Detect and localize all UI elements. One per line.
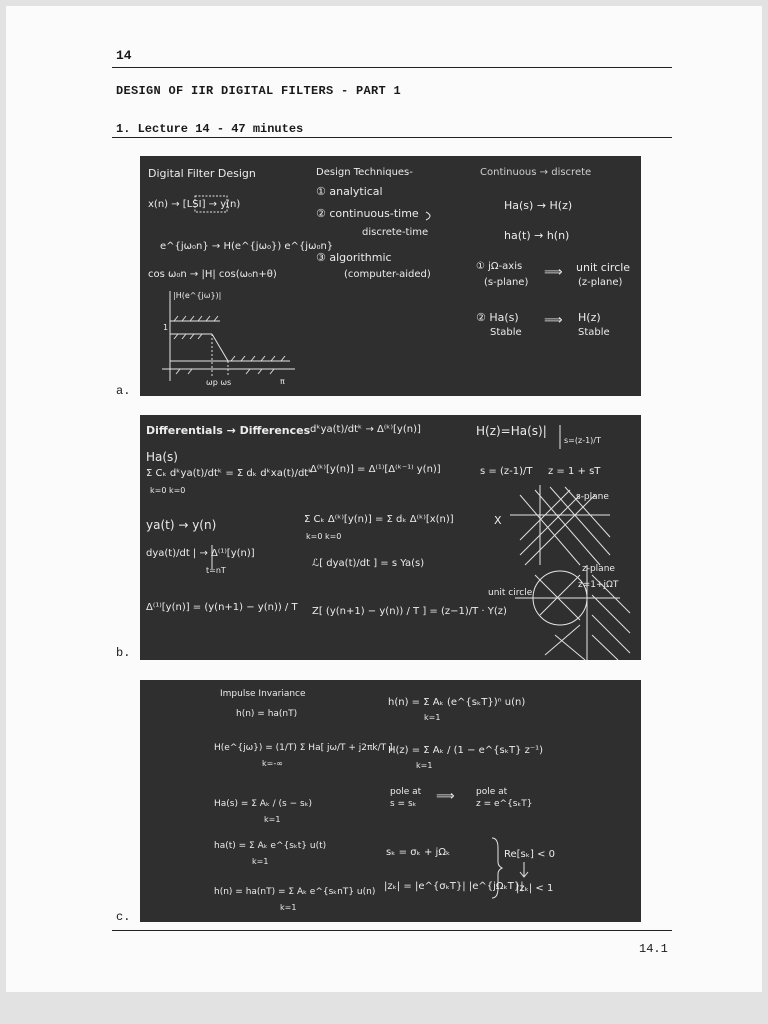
derivative-to-difference: dᵏya(t)/dtᵏ → Δ⁽ᵏ⁾[y(n)] — [310, 424, 421, 435]
pole-s-label: pole at — [390, 787, 422, 797]
difference-recursion: Δ⁽ᵏ⁾[y(n)] = Δ⁽¹⁾[Δ⁽ᵏ⁻¹⁾ y(n)] — [310, 464, 441, 475]
requirement-1-zplane: (z-plane) — [578, 277, 623, 288]
figure-c-title: Impulse Invariance — [220, 689, 306, 699]
requirement-2-stable-z: Stable — [578, 327, 610, 338]
laplace-derivative: ℒ[ dya(t)/dt ] = s Ya(s) — [312, 558, 425, 569]
continuous-discrete-title: Continuous → discrete — [480, 167, 592, 178]
pole-z-location: z = e^{sₖT} — [476, 799, 533, 809]
discrete-impulse-response: h(n) = Σ Aₖ (e^{sₖT})ⁿ u(n) — [388, 697, 526, 708]
system-function-limit: k=1 — [416, 761, 433, 770]
figure-c-label: c. — [116, 910, 131, 924]
s-mapping: s = (z-1)/T — [480, 466, 533, 477]
technique-analytical: ① analytical — [316, 185, 383, 198]
requirement-2-hz: H(z) — [578, 311, 601, 324]
first-difference: Δ⁽¹⁾[y(n)] = (y(n+1) − y(n)) / T — [146, 602, 298, 613]
system-function: H(z) = Σ Aₖ / (1 − e^{sₖT} z⁻¹) — [388, 745, 544, 756]
design-techniques-title: Design Techniques- — [316, 167, 413, 178]
figure-a-title: Digital Filter Design — [148, 167, 256, 180]
lsi-system-line: x(n) → [LSI] → y(n) — [148, 199, 241, 210]
implies-arrow: ⟹ — [544, 265, 563, 280]
differential-equation-limits: k=0 k=0 — [150, 486, 186, 495]
impulse-response-sampled-limit: k=1 — [280, 903, 297, 912]
mapping-ha-t: ha(t) → h(n) — [504, 229, 570, 242]
pole-implies-arrow: ⟹ — [436, 789, 455, 804]
hz-substitution-rule: s=(z-1)/T — [564, 436, 601, 445]
technique-computer-aided: (computer-aided) — [344, 269, 431, 280]
impulse-response-continuous: ha(t) = Σ Aₖ e^{sₖt} u(t) — [214, 841, 327, 851]
figure-b-blackboard — [140, 415, 641, 660]
discrete-impulse-response-limit: k=1 — [424, 713, 441, 722]
header-rule — [112, 67, 672, 68]
mapping-ha-s: Ha(s) → H(z) — [504, 199, 573, 212]
figure-b-label: b. — [116, 646, 131, 660]
figure-c-blackboard — [140, 680, 641, 922]
requirement-2-stable-s: Stable — [490, 327, 522, 338]
footer-rule — [112, 930, 672, 931]
section-rule — [112, 137, 672, 138]
folio: 14.1 — [639, 942, 668, 956]
pi-label: π — [280, 377, 285, 386]
requirement-1-unit-circle: unit circle — [576, 261, 631, 274]
eigenfunction-line: e^{jω₀n} → H(e^{jω₀}) e^{jω₀n} — [160, 241, 334, 252]
difference-equation: Σ Cₖ Δ⁽ᵏ⁾[y(n)] = Σ dₖ Δ⁽ᵏ⁾[x(n)] — [304, 514, 454, 525]
technique-algorithmic: ③ algorithmic — [316, 251, 392, 264]
differential-equation: Σ Cₖ dᵏya(t)/dtᵏ = Σ dₖ dᵏxa(t)/dtᵏ — [146, 468, 313, 479]
technique-discrete: discrete-time — [362, 227, 429, 238]
difference-equation-limits: k=0 k=0 — [306, 532, 342, 541]
pole-s-location: s = sₖ — [390, 799, 417, 809]
requirement-1-axis: ① jΩ-axis — [476, 261, 523, 272]
pole-z-label: pole at — [476, 787, 508, 797]
impulse-sampling: h(n) = ha(nT) — [236, 709, 298, 719]
figure-a-blackboard — [140, 156, 641, 396]
magnitude-axis-label: |H(e^{jω})| — [173, 291, 222, 300]
sampling-map: ya(t) → y(n) — [146, 518, 217, 532]
page-number: 14 — [116, 48, 132, 63]
first-derivative-map: dya(t)/dt | → Δ⁽¹⁾[y(n)] — [146, 548, 255, 559]
section-title: 1. Lecture 14 - 47 minutes — [116, 122, 304, 136]
page — [6, 6, 762, 992]
chapter-title: DESIGN OF IIR DIGITAL FILTERS - PART 1 — [116, 84, 402, 98]
impulse-response-sampled: h(n) = ha(nT) = Σ Aₖ e^{sₖnT} u(n) — [214, 887, 376, 897]
ha-s-label: Ha(s) — [146, 450, 178, 464]
frequency-aliasing-limit: k=-∞ — [262, 759, 283, 768]
pole-magnitude: |zₖ| = |e^{σₖT}| |e^{jΩₖT}| — [384, 881, 524, 892]
implies-arrow-2: ⟹ — [544, 313, 563, 328]
s-plane-label: s-plane — [576, 492, 609, 502]
partial-fraction-limit: k=1 — [264, 815, 281, 824]
figure-a-label: a. — [116, 384, 131, 398]
figure-b-drawing — [140, 415, 641, 660]
impulse-response-continuous-limit: k=1 — [252, 857, 269, 866]
hz-substitution: H(z)=Ha(s)| — [476, 424, 547, 438]
unit-circle-label: unit circle — [488, 588, 533, 598]
unity-gain-label: 1 — [163, 323, 169, 332]
stability-condition: Re[sₖ] < 0 — [504, 849, 556, 860]
z-mapping: z = 1 + sT — [548, 466, 601, 477]
requirement-1-splane: (s-plane) — [484, 277, 529, 288]
requirement-2-ha: ② Ha(s) — [476, 311, 519, 324]
rejected-mark: X — [494, 514, 502, 527]
band-edge-labels: ωp ωs — [206, 378, 232, 387]
sampling-instant: t=nT — [206, 566, 226, 575]
pole-inside-unit-circle: |zₖ| < 1 — [516, 883, 554, 894]
z-plane-label: z-plane — [582, 564, 615, 574]
technique-continuous: ② continuous-time — [316, 207, 419, 220]
partial-fraction: Ha(s) = Σ Aₖ / (s − sₖ) — [214, 799, 313, 809]
cosine-response-line: cos ω₀n → |H| cos(ω₀n+θ) — [148, 269, 277, 280]
z-transform-difference: Z[ (y(n+1) − y(n)) / T ] = (z−1)/T · Y(z) — [312, 606, 507, 617]
z-plane-mapping: z=1+jΩT — [578, 580, 619, 590]
frequency-aliasing: H(e^{jω}) = (1/T) Σ Ha[ jω/T + j2πk/T ] — [214, 743, 393, 753]
figure-b-title: Differentials → Differences — [146, 424, 311, 437]
pole-decomposition: sₖ = σₖ + jΩₖ — [386, 847, 451, 858]
